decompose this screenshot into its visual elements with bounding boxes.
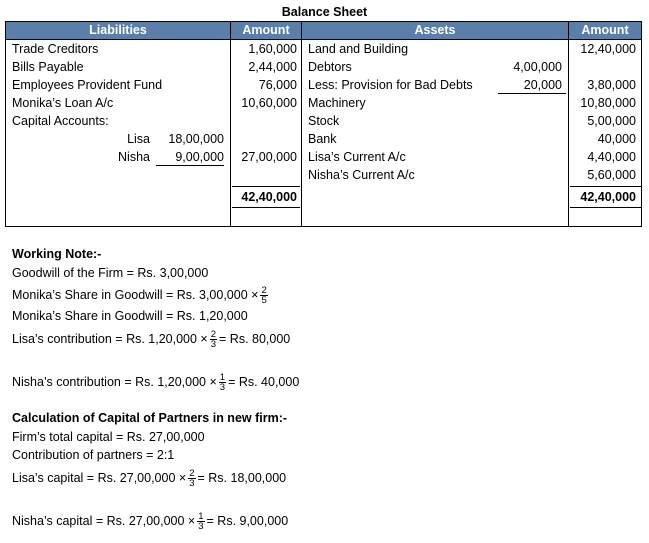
asset-amount: 40,000 xyxy=(597,132,636,146)
page-title: Balance Sheet xyxy=(281,5,368,19)
total-line-bottom xyxy=(570,207,642,208)
calc-line: Firm’s total capital = Rs. 27,00,000 xyxy=(12,430,205,444)
total-liabilities: 42,40,000 xyxy=(241,190,297,204)
total-line-top xyxy=(232,186,300,187)
asset-label: Lisa’s Current A/c xyxy=(308,150,406,164)
capital-partner-name: Lisa xyxy=(127,132,150,146)
calc-line: Lisa’s capital = Rs. 27,00,000 × $\frac{2}{3}$ = Rs. 18,00,000 xyxy=(12,468,287,489)
asset-label: Machinery xyxy=(308,96,366,110)
provision-underline xyxy=(498,93,566,94)
working-note-line: Monika’s Share in Goodwill = Rs. 1,20,000 xyxy=(12,309,248,323)
asset-sub-amount: 4,00,000 xyxy=(513,60,562,74)
calc-line: Nisha’s capital = Rs. 27,00,000 × $\frac{1}{3}$ = Rs. 9,00,000 xyxy=(12,511,289,532)
fraction: $\frac{2}{5}$ xyxy=(261,285,267,306)
capital-partner-value: 9,00,000 xyxy=(175,150,224,164)
working-note-heading: Working Note:- xyxy=(12,247,102,261)
liability-amount: 10,60,000 xyxy=(241,96,297,110)
liability-amount: 1,60,000 xyxy=(248,42,297,56)
header-amount-assets: Amount xyxy=(569,22,641,39)
liability-label: Trade Creditors xyxy=(12,42,99,56)
header-assets: Assets xyxy=(302,22,568,39)
calc-line: Contribution of partners = 2:1 xyxy=(12,448,175,462)
liability-label: Capital Accounts: xyxy=(12,114,109,128)
liability-amount: 2,44,000 xyxy=(248,60,297,74)
total-line-top xyxy=(570,186,642,187)
asset-amount: 3,80,000 xyxy=(587,78,636,92)
column-divider xyxy=(230,22,231,226)
fraction: $\frac{2}{3}$ xyxy=(210,329,217,350)
fraction: $\frac{1}{3}$ xyxy=(198,511,204,532)
fraction: $\frac{2}{3}$ xyxy=(189,468,195,489)
asset-amount: 5,60,000 xyxy=(587,168,636,182)
header-amount-liabilities: Amount xyxy=(231,22,301,39)
liability-amount: 76,000 xyxy=(258,78,297,92)
working-note-line: Lisa’s contribution = Rs. 1,20,000 × $\frac{2}{3}$ = Rs. 80,000 xyxy=(12,329,291,350)
column-divider xyxy=(301,22,302,226)
capital-total: 27,00,000 xyxy=(241,150,297,164)
balance-sheet-table xyxy=(5,21,642,227)
asset-amount: 4,40,000 xyxy=(587,150,636,164)
working-note-line: Nisha’s contribution = Rs. 1,20,000 × $\frac{1}{3}$ = Rs. 40,000 xyxy=(12,372,300,393)
asset-amount: 10,80,000 xyxy=(580,96,636,110)
asset-label: Stock xyxy=(308,114,340,128)
asset-label: Bank xyxy=(308,132,337,146)
total-line-bottom xyxy=(232,207,300,208)
liability-label: Bills Payable xyxy=(12,60,84,74)
asset-label: Nisha’s Current A/c xyxy=(308,168,415,182)
header-liabilities: Liabilities xyxy=(6,22,230,39)
fraction: $\frac{1}{3}$ xyxy=(219,372,226,393)
capital-underline xyxy=(156,165,224,166)
calc-heading: Calculation of Capital of Partners in new firm:- xyxy=(12,411,288,425)
asset-sub-amount: 20,000 xyxy=(523,78,562,92)
total-assets: 42,40,000 xyxy=(580,190,636,204)
column-divider xyxy=(568,22,569,226)
asset-label: Debtors xyxy=(308,60,352,74)
asset-amount: 5,00,000 xyxy=(587,114,636,128)
asset-label: Less: Provision for Bad Debts xyxy=(308,78,473,92)
asset-label: Land and Building xyxy=(308,42,409,56)
liability-label: Employees Provident Fund xyxy=(12,78,163,92)
liability-label: Monika’s Loan A/c xyxy=(12,96,114,110)
working-note-line: Goodwill of the Firm = Rs. 3,00,000 xyxy=(12,266,209,280)
capital-partner-value: 18,00,000 xyxy=(168,132,224,146)
capital-partner-name: Nisha xyxy=(118,150,150,164)
asset-amount: 12,40,000 xyxy=(580,42,636,56)
working-note-line: Monika’s Share in Goodwill = Rs. 3,00,000 × $\frac{2}{5}$ xyxy=(12,285,267,306)
